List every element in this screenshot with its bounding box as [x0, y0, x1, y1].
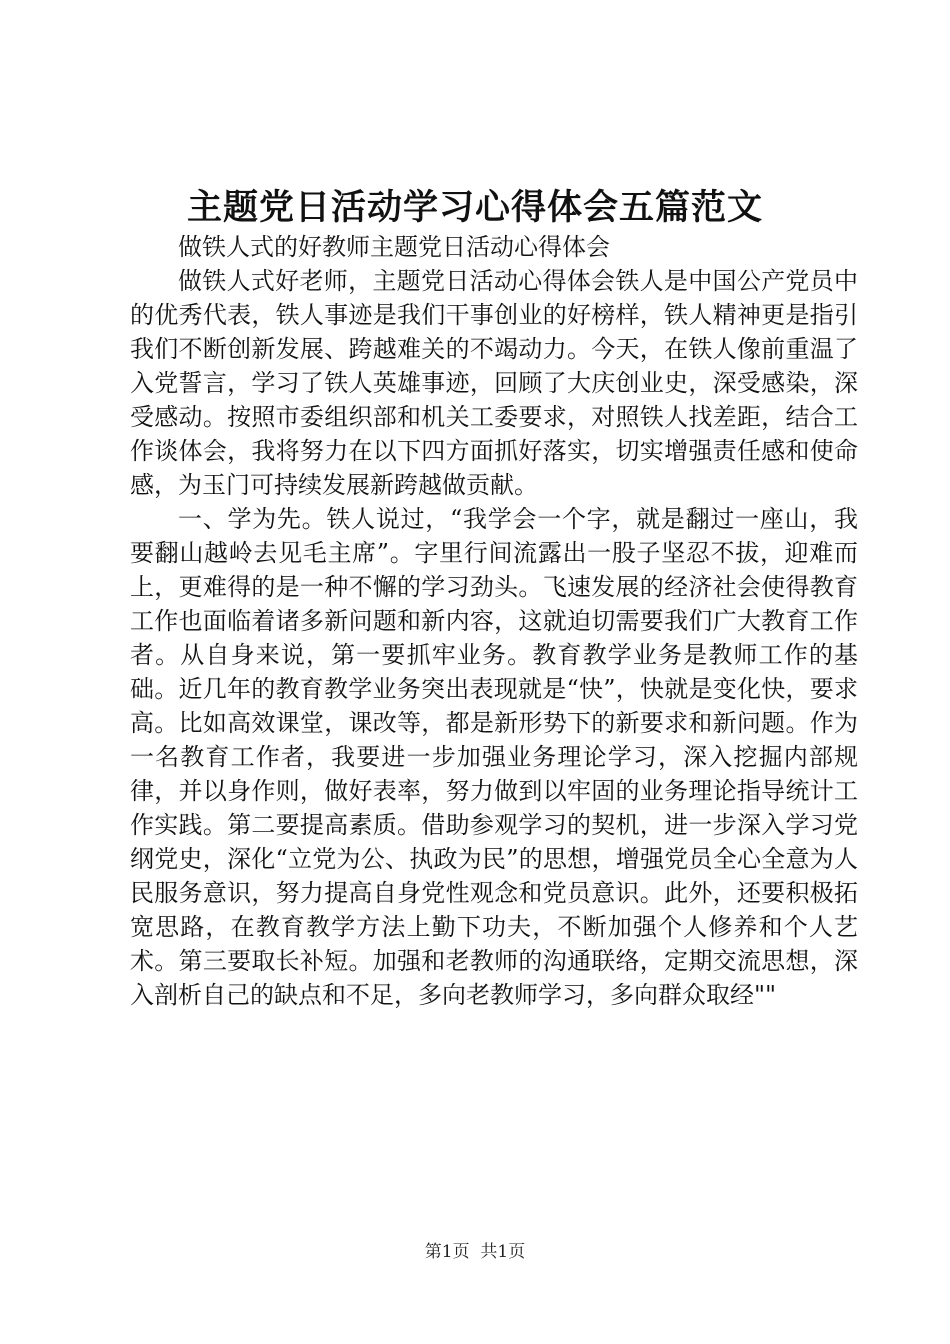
document-title: 主题党日活动学习心得体会五篇范文	[186, 187, 763, 228]
page-number: 第1页 共1页	[424, 1242, 526, 1262]
document-body	[130, 230, 858, 1012]
page-footer	[0, 1240, 950, 1264]
intro-paragraph: 做铁人式好老师，主题党日活动心得体会铁人是中国公产党员中的优秀代表，铁人事迹是我们干事创业的好榜样，铁人精神更是指引我们不断创新发展、跨越难关的不竭动力。今天，在铁人像前重温了入党誓言，学习了铁人英雄事迹，回顾了大庆创业史，深受感染，深受感动。按照市委组织部和机关工委要求，对照铁人找差距，结合工作谈体会，我将努力在以下四方面抓好落实，切实增强责任感和使命感，为玉门可持续发展新跨越做贡献。	[130, 267, 858, 499]
section-one-paragraph: 一、学为先。铁人说过，“我学会一个字，就是翻过一座山，我要翻山越岭去见毛主席”。字里行间流露出一股子坚忍不拔，迎难而上，更难得的是一种不懈的学习劲头。飞速发展的经济社会使得教育工作也面临着诸多新问题和新内容，这就迫切需要我们广大教育工作者。从自身来说，第一要抓牢业务。教育教学业务是教师工作的基础。近几年的教育教学业务突出表现就是“快”，快就是变化快，要求高。比如高效课堂，课改等，都是新形势下的新要求和新问题。作为一名教育工作者，我要进一步加强业务理论学习，深入挖掘内部规律，并以身作则，做好表率，努力做到以牢固的业务理论指导统计工作实践。第二要提高素质。借助参观学习的契机，进一步深入学习党纲党史，深化“立党为公、执政为民”的思想，增强党员全心全意为人民服务意识，努力提高自身党性观念和党员意识。此外，还要积极拓宽思路，在教育教学方法上勤下功夫，不断加强个人修养和个人艺术。第三要取长补短。加强和老教师的沟通联络，定期交流思想，深入剖析自己的缺点和不足，多向老教师学习，多向群众取经""	[130, 505, 858, 1009]
subtitle-paragraph: 做铁人式的好教师主题党日活动心得体会	[178, 233, 610, 261]
